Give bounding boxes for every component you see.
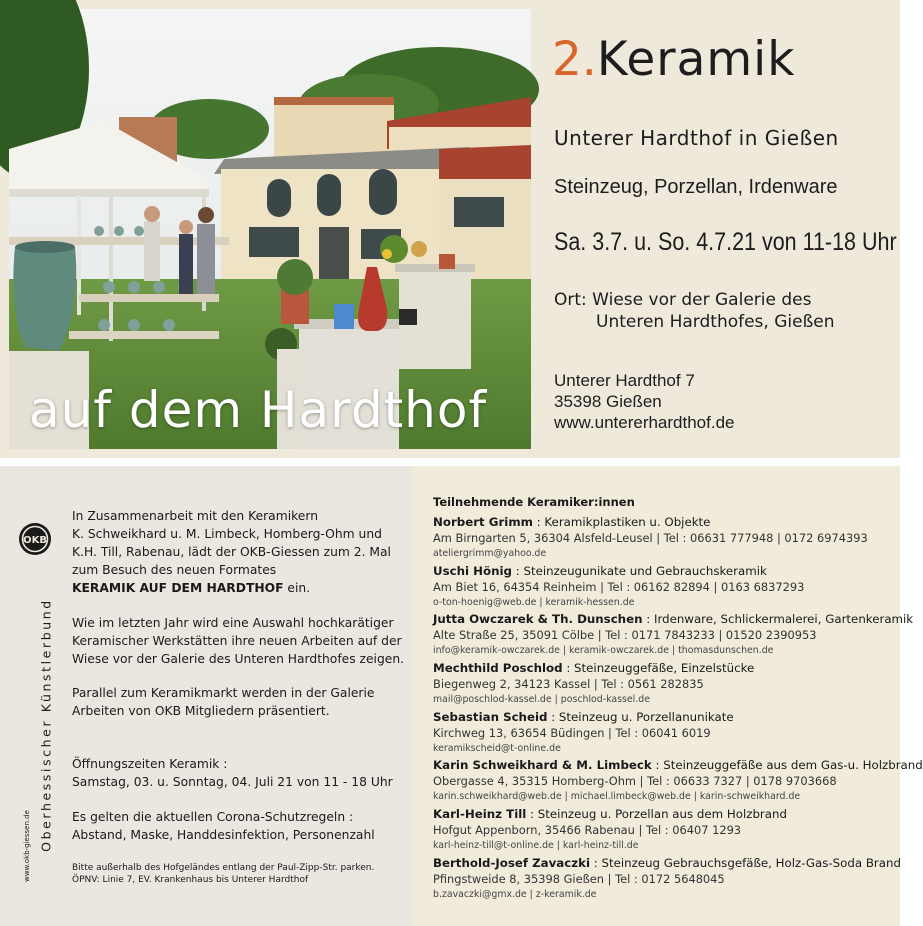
participant-specialty: : Steinzeuggefäße aus dem Gas-u. Holzbrand bbox=[651, 758, 923, 773]
participant-heading bbox=[433, 611, 914, 627]
address-website[interactable]: www.untererhardthof.de bbox=[554, 413, 735, 432]
participant-name: Sebastian Scheid bbox=[433, 709, 548, 724]
address-street: Unterer Hardthof 7 bbox=[554, 371, 695, 390]
event-title bbox=[552, 30, 795, 90]
intro-line: Wiese vor der Galerie des Unteren Hardthofes zeigen. bbox=[72, 652, 405, 666]
participant-name: Uschi Hönig bbox=[433, 563, 513, 578]
opening-hours-value: Samstag, 03. u. Sonntag, 04. Juli 21 von 11 - 18 Uhr bbox=[72, 775, 393, 789]
participant-name: Karl-Heinz Till bbox=[433, 807, 527, 822]
okb-logo-text: OKB bbox=[23, 535, 47, 546]
event-dates: Sa. 3.7. u. So. 4.7.21 von 11-18 Uhr bbox=[554, 228, 897, 256]
intro-paragraph-2 bbox=[72, 614, 404, 668]
participant-contact[interactable]: keramikscheid@t-online.de bbox=[433, 742, 561, 754]
location-line-2: Unteren Hardthofes, Gießen bbox=[596, 312, 835, 332]
participant-specialty: : Steinzeugunikate und Gebrauchskeramik bbox=[512, 563, 767, 578]
participant-name: Berthold-Josef Zavaczki bbox=[433, 855, 591, 870]
participant-specialty: : Steinzeug u. Porzellanunikate bbox=[547, 709, 734, 724]
participant-contact[interactable]: b.zavaczki@gmx.de | z-keramik.de bbox=[433, 888, 597, 900]
event-materials: Steinzeug, Porzellan, Irdenware bbox=[554, 176, 838, 198]
participant-name: Mechthild Poschlod bbox=[433, 661, 563, 676]
address-city: 35398 Gießen bbox=[554, 392, 662, 411]
intro-line: Keramischer Werkstätten ihre neuen Arbeiten auf der bbox=[72, 634, 402, 648]
intro-line-end: ein. bbox=[283, 581, 311, 595]
participant-entry bbox=[433, 709, 895, 758]
corona-rules bbox=[72, 808, 375, 844]
participant-heading bbox=[433, 514, 895, 530]
participant-heading bbox=[433, 709, 895, 725]
parking-note bbox=[72, 862, 374, 886]
intro-line: zum Besuch des neuen Formates bbox=[72, 563, 277, 577]
participant-specialty: : Steinzeug u. Porzellan aus dem Holzbrand bbox=[526, 807, 787, 822]
participant-name: Norbert Grimm bbox=[433, 515, 533, 529]
participant-address: Biegenweg 2, 34123 Kassel | Tel : 0561 282835 bbox=[433, 677, 704, 692]
participant-entry bbox=[433, 611, 914, 660]
participant-contact[interactable]: ateliergrimm@yahoo.de bbox=[433, 548, 547, 559]
participant-address: Am Biet 16, 64354 Reinheim | Tel : 06162 82894 | 0163 6837293 bbox=[433, 579, 805, 594]
intro-line: Arbeiten von OKB Mitgliedern präsentiert. bbox=[72, 704, 330, 718]
corona-rules-label: Es gelten die aktuellen Corona-Schutzregeln : bbox=[72, 810, 354, 824]
corona-rules-list: Abstand, Maske, Handdesinfektion, Personenzahl bbox=[72, 828, 375, 842]
parking-line: Bitte außerhalb des Hofgeländes entlang der Paul-Zipp-Str. parken. bbox=[72, 863, 375, 873]
participants-heading: Teilnehmende Keramiker:innen bbox=[433, 495, 635, 509]
participant-heading bbox=[433, 806, 895, 822]
participant-contact[interactable]: info@keramik-owczarek.de | keramik-owczarek.de | thomasdunschen.de bbox=[433, 645, 774, 657]
intro-line: K. Schweikhard u. M. Limbeck, Homberg-Ohm und bbox=[72, 527, 382, 541]
participant-contact[interactable]: karl-heinz-till@t-online.de | karl-heinz-till.de bbox=[433, 840, 639, 852]
participant-contact[interactable]: mail@poschlod-kassel.de | poschlod-kassel.de bbox=[433, 694, 650, 706]
participant-entry bbox=[433, 806, 895, 855]
participant-specialty: : Keramikplastiken u. Objekte bbox=[532, 515, 711, 529]
participant-heading bbox=[433, 855, 901, 871]
participants-column bbox=[412, 466, 923, 926]
transit-line: ÖPNV: Linie 7, EV. Krankenhaus bis Unterer Hardthof bbox=[72, 875, 309, 885]
participant-address: Kirchweg 13, 63654 Büdingen | Tel : 06041 6019 bbox=[433, 725, 711, 740]
okb-url[interactable]: www.okb-giessen.de bbox=[23, 810, 31, 882]
opening-hours bbox=[72, 755, 393, 791]
intro-paragraph-1 bbox=[72, 507, 391, 597]
title-number: 2. bbox=[552, 32, 597, 87]
participant-heading bbox=[433, 660, 895, 676]
event-address bbox=[554, 370, 735, 433]
participant-address: Obergasse 4, 35315 Homberg-Ohm | Tel : 06633 7327 | 0178 9703668 bbox=[433, 774, 837, 789]
participant-address: Hofgut Appenborn, 35466 Rabenau | Tel : 06407 1293 bbox=[433, 823, 742, 838]
okb-info-column bbox=[0, 466, 412, 926]
okb-logo-icon bbox=[18, 522, 52, 556]
photo-caption: auf dem Hardthof bbox=[29, 381, 488, 439]
flyer-top-section bbox=[0, 0, 900, 458]
intro-line: K.H. Till, Rabenau, lädt der OKB-Giessen zum 2. Mal bbox=[72, 545, 391, 559]
participant-entry bbox=[433, 855, 901, 904]
event-subtitle: Unterer Hardthof in Gießen bbox=[554, 126, 839, 150]
participant-specialty: : Steinzeuggefäße, Einzelstücke bbox=[562, 661, 755, 676]
intro-paragraph-3 bbox=[72, 684, 374, 720]
intro-line: Wie im letzten Jahr wird eine Auswahl hochkarätiger bbox=[72, 616, 394, 630]
participant-address: Pfingstweide 8, 35398 Gießen | Tel : 0172 5648045 bbox=[433, 871, 725, 886]
location-line-1: Ort: Wiese vor der Galerie des bbox=[554, 290, 812, 310]
participant-entry bbox=[433, 563, 895, 612]
participant-address: Am Birngarten 5, 36304 Alsfeld-Leusel | Tel : 06631 777948 | 0172 6974393 bbox=[433, 531, 868, 545]
participant-entry bbox=[433, 660, 895, 709]
participant-name: Karin Schweikhard & M. Limbeck bbox=[433, 758, 652, 773]
participant-heading bbox=[433, 563, 895, 579]
participant-address: Alte Straße 25, 35091 Cölbe | Tel : 0171 7843233 | 01520 2390953 bbox=[433, 628, 817, 643]
okb-vertical-name bbox=[38, 575, 54, 875]
event-photo bbox=[9, 9, 531, 449]
participant-heading bbox=[433, 757, 923, 773]
participant-entry bbox=[433, 757, 923, 806]
flyer-bottom-section bbox=[0, 466, 923, 926]
title-word: Keramik bbox=[596, 32, 796, 87]
okb-full-name: Oberhessischer Künstlerbund bbox=[38, 598, 54, 852]
participant-specialty: : Irdenware, Schlickermalerei, Gartenkeramik bbox=[642, 612, 914, 627]
participant-contact[interactable]: o-ton-hoenig@web.de | keramik-hessen.de bbox=[433, 596, 635, 608]
okb-url-vertical bbox=[22, 806, 32, 886]
participants-list bbox=[433, 514, 923, 904]
participant-entry bbox=[433, 514, 895, 563]
format-name: KERAMIK AUF DEM HARDTHOF bbox=[72, 581, 284, 595]
intro-line: In Zusammenarbeit mit den Keramikern bbox=[72, 509, 318, 523]
participant-name: Jutta Owczarek & Th. Dunschen bbox=[433, 612, 643, 627]
participant-specialty: : Steinzeug Gebrauchsgefäße, Holz-Gas-Soda Brand bbox=[590, 855, 901, 870]
intro-line: Parallel zum Keramikmarkt werden in der Galerie bbox=[72, 686, 375, 700]
event-location bbox=[554, 289, 835, 333]
intro-line bbox=[72, 579, 391, 597]
participant-contact[interactable]: karin.schweikhard@web.de | michael.limbeck@web.de | karin-schweikhard.de bbox=[433, 791, 801, 803]
opening-hours-label: Öffnungszeiten Keramik : bbox=[72, 757, 228, 771]
